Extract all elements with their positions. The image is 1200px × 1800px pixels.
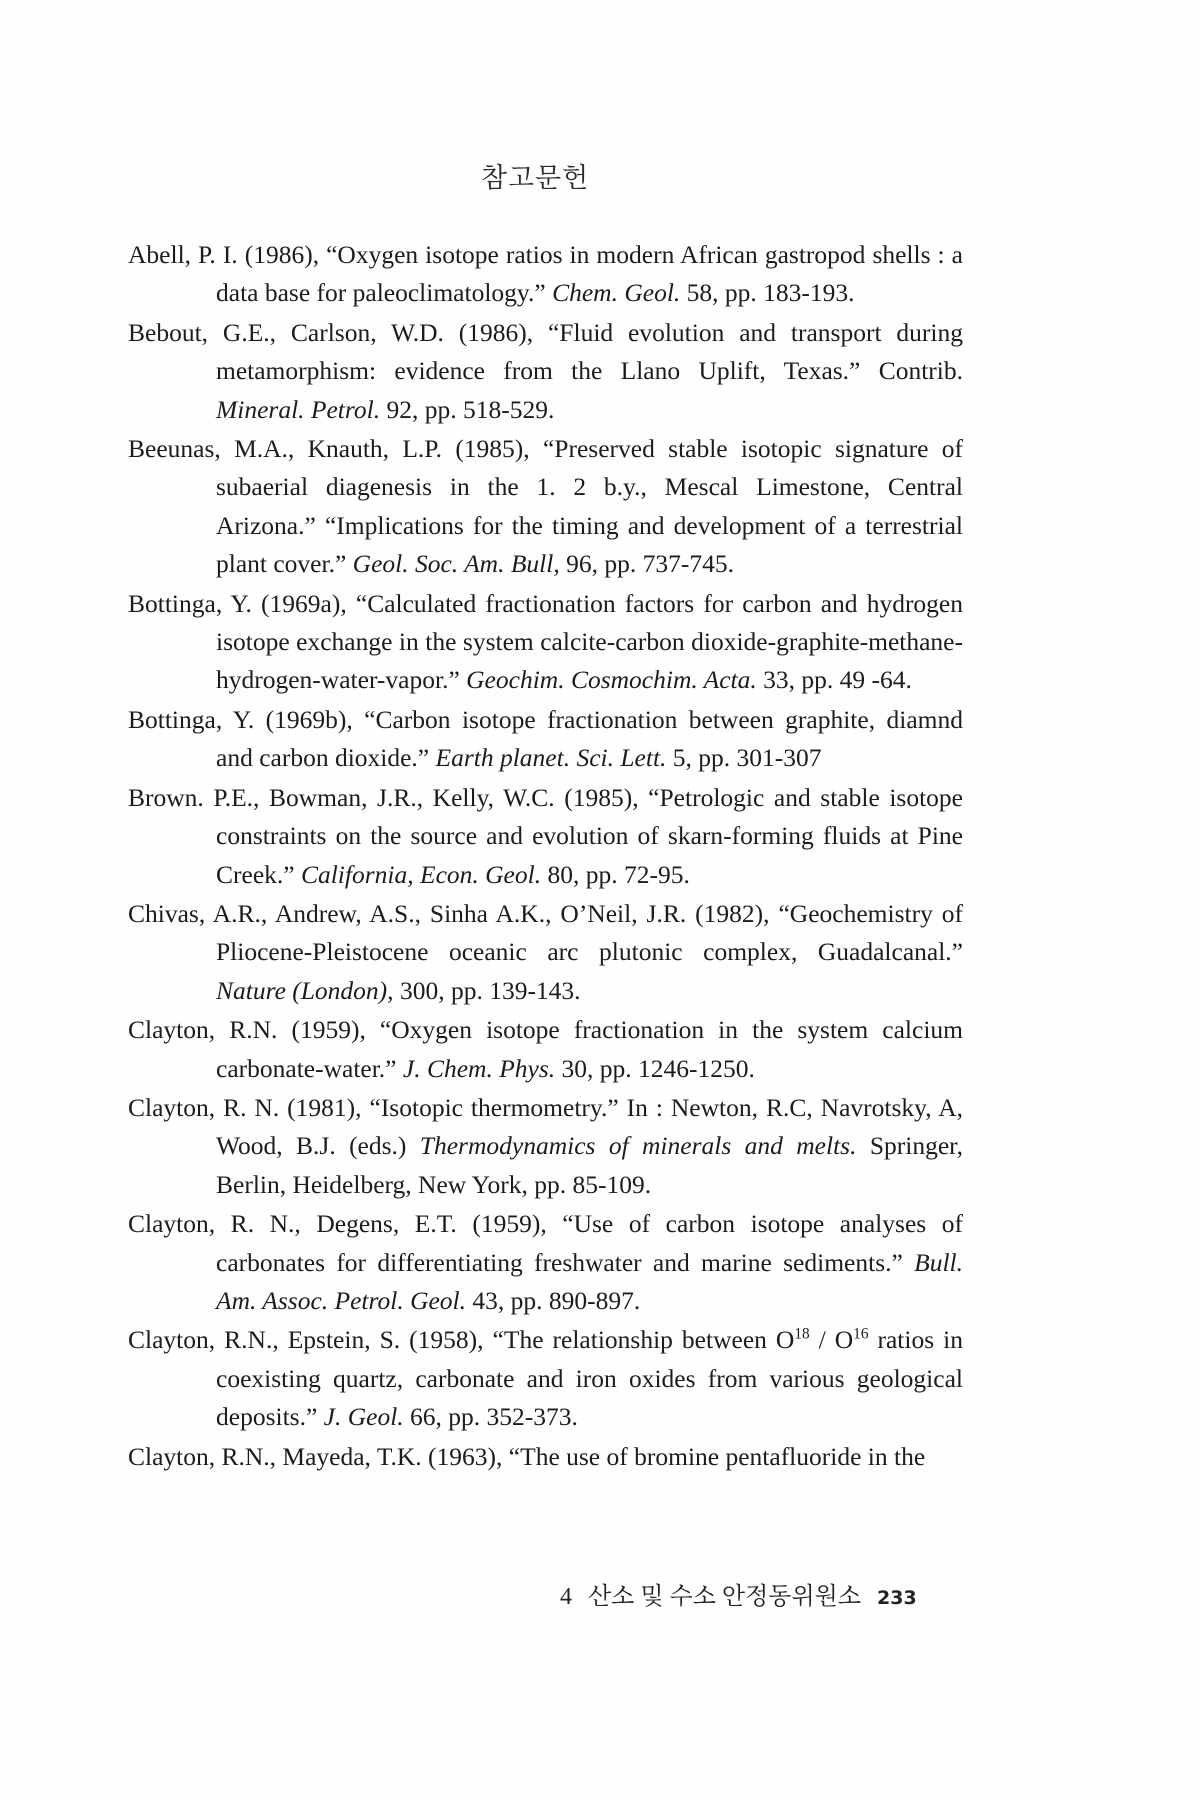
reference-entry [128,779,963,894]
page-footer [560,1576,917,1611]
reference-text: Clayton, R. N. (1981), “Isotopic thermometry.” In : Newton, R.C, Navrotsky, A, Wood, B.J. (eds.) [128,1092,963,1161]
reference-entry [128,1089,963,1204]
reference-text: Bottinga, Y. (1969a), “Calculated fractionation factors for carbon and hydrogen isotope exchange in the system calcite-carbon dioxide-graphite-methane-hydrogen-water-vapor.” [128,588,963,695]
reference-journal: Thermodynamics of minerals and melts. [419,1131,857,1161]
reference-tail: 66, pp. 352-373. [403,1402,578,1432]
reference-tail: 300, pp. 139-143. [393,975,581,1005]
reference-entry [128,236,963,313]
isotope-superscript: 16 [853,1325,869,1343]
reference-text: Clayton, R.N. (1959), “Oxygen isotope fractionation in the system calcium carbonate-water.” [128,1015,963,1083]
reference-text: Abell, P. I. (1986), “Oxygen isotope ratios in modern African gastropod shells : a data base for paleoclimatology.” [128,240,963,308]
reference-journal: Geochim. Cosmochim. Acta. [466,665,757,695]
reference-entry [128,314,963,429]
reference-text: Brown. P.E., Bowman, J.R., Kelly, W.C. (1985), “Petrologic and stable isotope constraints on the source and evolution of skarn-forming fluids at Pine Creek.” [128,782,963,889]
reference-text: Chivas, A.R., Andrew, A.S., Sinha A.K., O’Neil, J.R. (1982), “Geochemistry of Pliocene-Pleistocene oceanic arc plutonic complex, Guadalcanal.” [128,898,963,967]
reference-list [128,236,963,1476]
isotope-superscript: 18 [794,1325,810,1343]
reference-tail: 92, pp. 518-529. [380,394,555,424]
reference-tail: 43, pp. 890-897. [466,1285,641,1315]
reference-entry [128,585,963,700]
reference-journal: Geol. Soc. Am. Bull, [352,549,560,579]
reference-tail: 96, pp. 737-745. [559,549,734,579]
reference-text: ratios in coexisting quartz, carbonate and iron oxides from various geological deposits.” [216,1325,963,1432]
reference-tail: Springer, Berlin, Heidelberg, New York, pp. 85-109. [216,1131,963,1199]
reference-entry [128,701,963,778]
reference-text: Bottinga, Y. (1969b), “Carbon isotope fractionation between graphite, diamnd and carbon dioxide.” [128,704,963,773]
reference-entry [128,895,963,1010]
reference-tail: 80, pp. 72-95. [541,859,690,889]
reference-journal: Earth planet. Sci. Lett. [435,743,667,773]
reference-tail: 5, pp. 301-307 [666,743,822,773]
chapter-title: 산소 및 수소 안정동위원소 [588,1584,862,1610]
reference-journal: J. Geol. [323,1402,404,1432]
reference-text: Bebout, G.E., Carlson, W.D. (1986), “Fluid evolution and transport during metamorphism: evidence from the Llano Uplift, Texas.” Contrib. [128,317,963,386]
reference-text: Clayton, R.N., Epstein, S. (1958), “The relationship between O [128,1325,795,1355]
reference-tail: 33, pp. 49 -64. [756,665,912,695]
reference-journal: Nature (London), [216,975,394,1005]
reference-text: Clayton, R.N., Mayeda, T.K. (1963), “The use of bromine pentafluoride in the [128,1441,926,1471]
reference-journal: J. Chem. Phys. [402,1053,556,1083]
reference-journal: Bull. Am. Assoc. Petrol. Geol. [216,1247,963,1315]
reference-text: Clayton, R. N., Degens, E.T. (1959), “Use of carbon isotope analyses of carbonates for differentiating freshwater and marine sediments.” [128,1209,963,1277]
reference-text: Beeunas, M.A., Knauth, L.P. (1985), “Preserved stable isotopic signature of subaerial diagenesis in the 1. 2 b.y., Mescal Limestone, Central Arizona.” “Implications for the timing and development of a terrestrial plant cover.” [128,434,963,579]
chapter-number: 4 [560,1584,572,1610]
reference-entry [128,1321,963,1436]
reference-tail: 58, pp. 183-193. [680,278,855,308]
reference-journal: Mineral. Petrol. [216,394,381,424]
reference-entry [128,1205,963,1320]
reference-entry [128,430,963,584]
page-number: 233 [877,1587,917,1609]
reference-entry [128,1438,963,1476]
reference-text: / O [809,1325,854,1355]
page-heading: 참고문헌 [480,163,590,193]
reference-entry [128,1011,963,1088]
reference-journal: Chem. Geol. [552,278,681,308]
reference-journal: California, Econ. Geol. [300,859,542,889]
reference-tail: 30, pp. 1246-1250. [555,1053,755,1083]
